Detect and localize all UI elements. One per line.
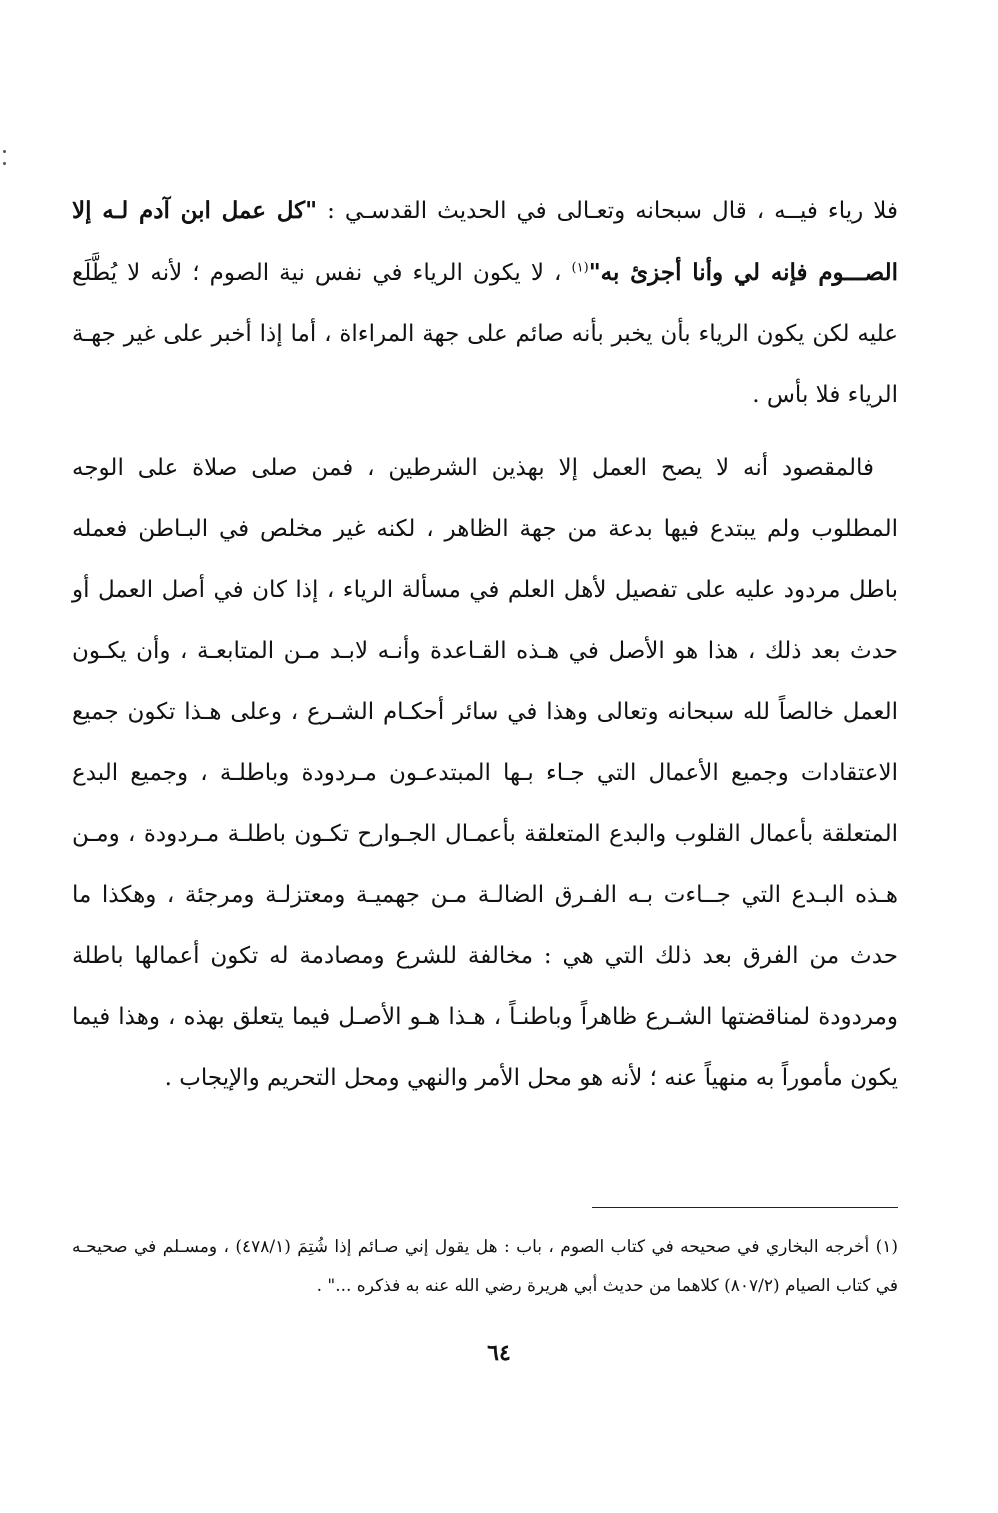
- footnote-separator: [592, 1207, 898, 1208]
- footnote-1: (١) أخرجه البخاري في صحيحه في كتاب الصوم ، باب : هل يقول إني صـائم إذا شُتِمَ (٤٧٨/١) ، ومسـلم في صحيحـه في كتاب الصيام (٨٠٧/٢) كلاهما من حديث أبي هريرة رضي الله عنه به فذكره ..." .: [72, 1237, 898, 1296]
- scan-edge-mark: [3, 162, 6, 165]
- paragraph-1: [72, 180, 898, 426]
- paragraph-2: [72, 438, 898, 1109]
- hadith-quote: "كل عمل ابن آدم لـه إلا الصـــوم فإنه لي وأنا أجزئ به": [72, 197, 898, 286]
- page-number: ٦٤: [487, 1340, 511, 1366]
- footnote-section: [72, 1228, 898, 1306]
- footnote-reference[interactable]: (١): [571, 260, 589, 276]
- scan-edge-mark: [3, 150, 6, 153]
- paragraph-2-text: فالمقصود أنه لا يصح العمل إلا بهذين الشرطين ، فمن صلى صلاة على الوجه المطلوب ولم يبتدع فيها بدعة من جهة الظاهر ، لكنه غير مخلص في البـاطن فعمله باطل مردود عليه على تفصيل لأهل العلم في مسألة الرياء ، إذا كان في أصل العمل أو حدث بعد ذلك ، هذا هو الأصل في هـذه القـاعدة وأنـه لابـد مـن المتابعـة ، وأن يكـون العمل خالصاً لله سبحانه وتعالى وهذا في سائر أحكـام الشـرع ، وعلى هـذا تكون جميع الاعتقادات وجميع الأعمال التي جـاء بـها المبتدعـون مـردودة وباطلـة ، وجميع البدع المتعلقة بأعمال القلوب والبدع المتعلقة بأعمـال الجـوارح تكـون باطلـة مـردودة ، ومـن هـذه البـدع التي جــاءت بـه الفـرق الضالـة مـن جهميـة ومعتزلـة ومرجئة ، وهكذا ما حدث من الفرق بعد ذلك التي هي : مخالفة للشرع ومصادمة له تكون أعمالها باطلة ومردودة لمناقضتها الشـرع ظاهراً وباطنـاً ، هـذا هـو الأصـل فيما يتعلق بهذه ، وهذا فيما يكون مأموراً به منهياً عنه ؛ لأنه هو محل الأمر والنهي ومحل التحريم والإيجاب .: [72, 455, 898, 1091]
- paragraph-1-rest: ، لا يكون الرياء في نفس نية الصوم ؛ لأنه لا يُطَّلَع عليه لكن يكون الرياء بأن يخبر بأنه صائم على جهة المراءاة ، أما إذا أخبر على غير جهـة الرياء فلا بأس .: [72, 260, 898, 408]
- paragraph-1-lead: فلا رياء فيــه ، قال سبحانه وتعـالى في الحديث القدسـي :: [317, 198, 898, 224]
